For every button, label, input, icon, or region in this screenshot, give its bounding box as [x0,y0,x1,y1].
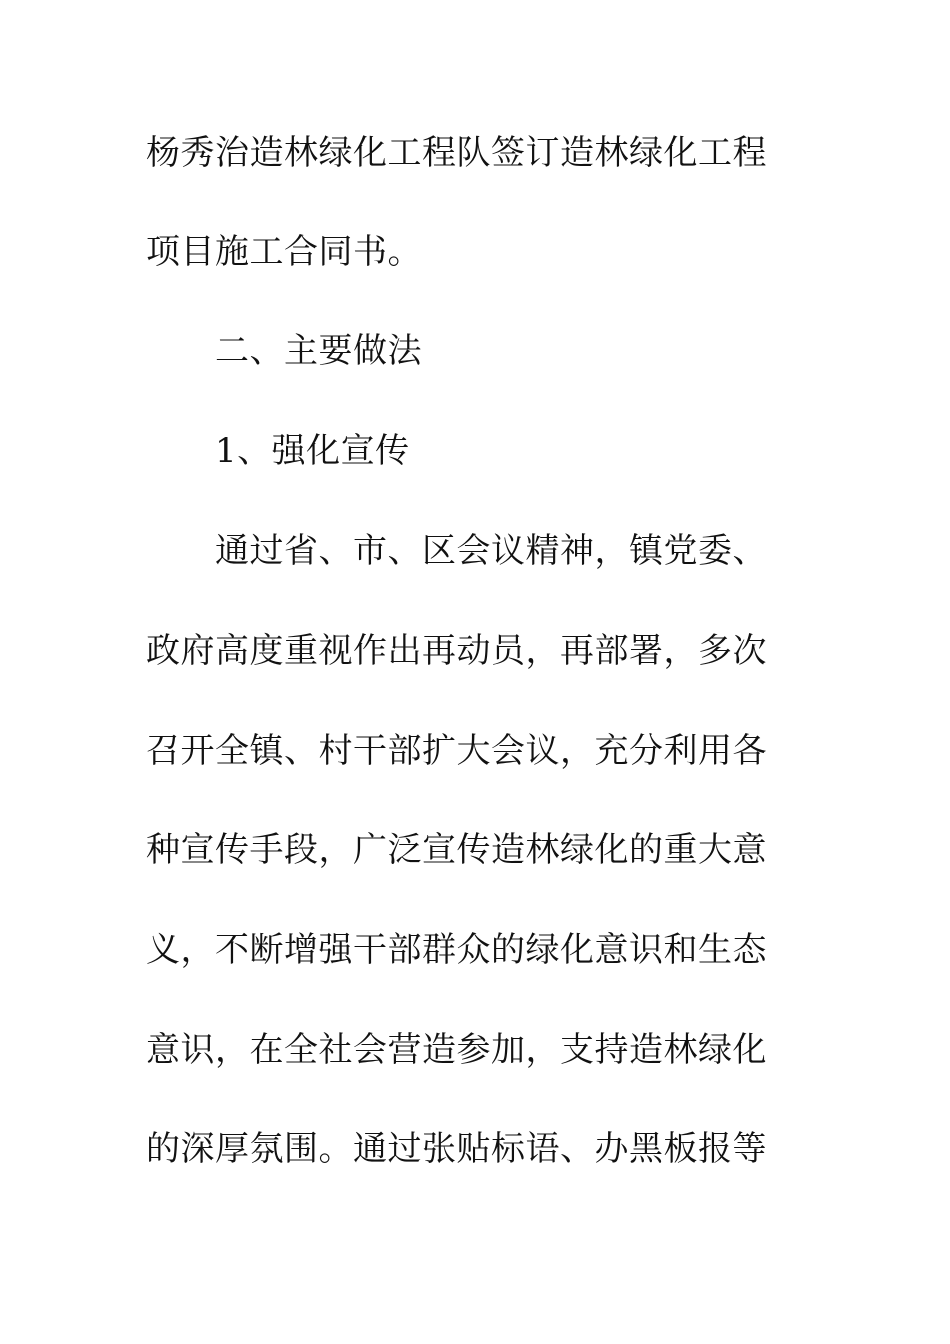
body-text-line: 项目施工合同书。 [146,232,422,272]
paragraph-first-line: 通过省、市、区会议精神，镇党委、 [215,531,767,571]
body-text-line: 义，不断增强干部群众的绿化意识和生态 [146,930,767,970]
subsection-heading: 1、强化宣传 [215,431,410,471]
body-text-line: 意识，在全社会营造参加，支持造林绿化 [146,1030,767,1070]
body-text-line: 召开全镇、村干部扩大会议，充分利用各 [146,731,767,771]
body-text-line: 政府高度重视作出再动员，再部署，多次 [146,631,767,671]
body-text-line: 的深厚氛围。通过张贴标语、办黑板报等 [146,1129,767,1169]
section-heading: 二、主要做法 [215,331,422,371]
body-text-line: 杨秀治造林绿化工程队签订造林绿化工程 [146,133,767,173]
body-text-line: 种宣传手段，广泛宣传造林绿化的重大意 [146,830,767,870]
